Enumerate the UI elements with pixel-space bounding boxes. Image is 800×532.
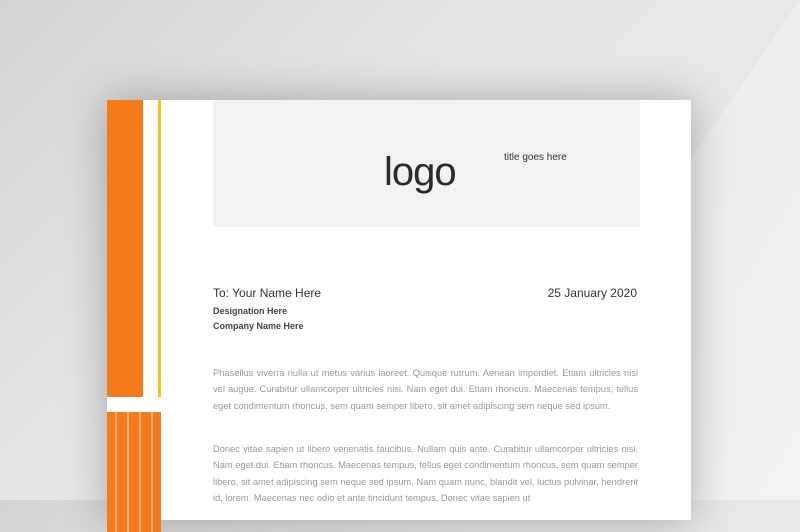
stripe <box>139 412 141 532</box>
header-box <box>213 100 640 227</box>
date: 25 January 2020 <box>547 286 637 300</box>
designation: Designation Here <box>213 306 288 316</box>
company: Company Name Here <box>213 321 304 331</box>
background-shape <box>690 0 800 500</box>
stripe <box>115 412 117 532</box>
orange-sidebar-bar <box>107 100 143 397</box>
stripe <box>151 412 153 532</box>
recipient: To: Your Name Here <box>213 286 322 300</box>
body-paragraph: Phasellus viverra nulla ut metus varius laoreet. Quisque rutrum. Aenean imperdiet. Etiam ultricies nisi vel augue. Curabitur ullamcorper ultricies nisi. Nam eget dui. Etiam rhoncus. Maecenas tempus, tellus eget condimentum rhoncus, sem quam semper libero, sit amet adipiscing sem neque sed ipsum. <box>213 368 638 411</box>
logo: logo <box>384 150 456 194</box>
yellow-accent-line <box>158 100 161 397</box>
letterhead-page <box>107 100 691 520</box>
stripe <box>127 412 129 532</box>
logo-tagline: title goes here <box>504 152 567 163</box>
orange-striped-block <box>107 412 161 532</box>
body-paragraph: Donec vitae sapien ut libero venenatis faucibus. Nullam quis ante. Curabitur ullamcorper ultricies nisi. Nam eget dui. Etiam rhoncus. Maecenas tempus, tellus eget condimentum rhoncus, sem quam semper libero, sit amet adipiscing sem neque sed ipsum. Nam quam nunc, blandit vel, luctus pulvinar, hendrerit id, lorem. Maecenas nec odio et ante tincidunt tempus. Donec vitae sapien ut <box>213 444 638 503</box>
